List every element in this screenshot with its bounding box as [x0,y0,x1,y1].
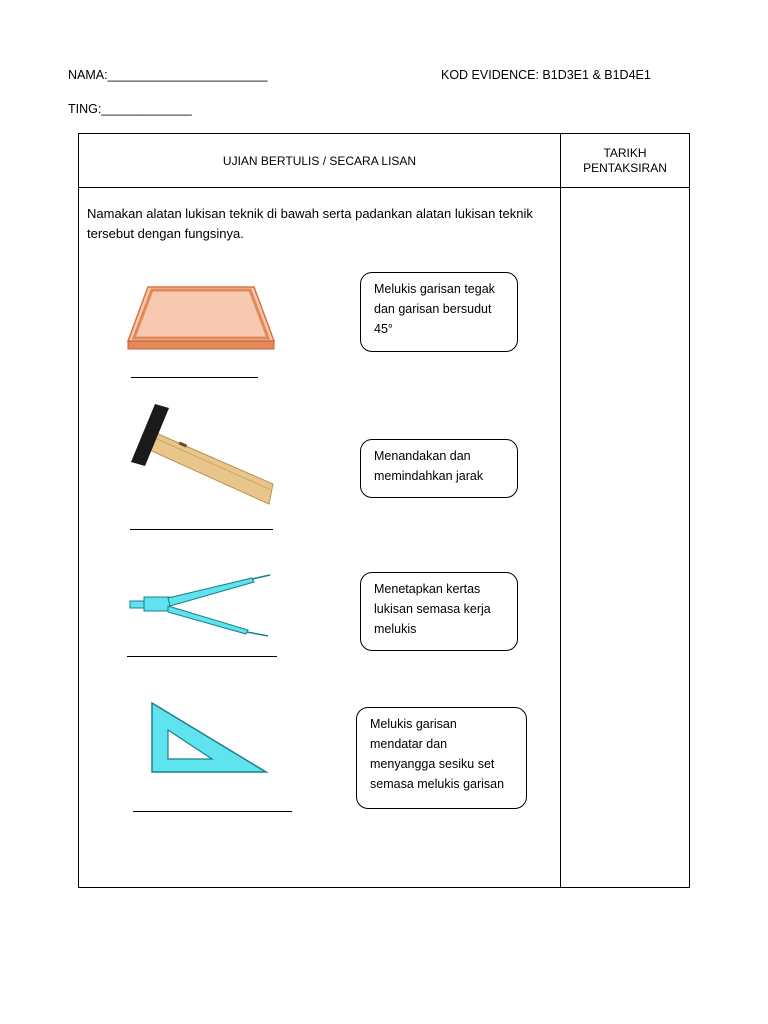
ting-field-label: TING:_____________ [68,102,192,116]
function-4-line-4: semasa melukis garisan [370,777,505,791]
answer-line-1[interactable] [131,377,258,378]
function-4-line-3: menyangga sesiku set [370,757,495,771]
function-2-line-2: memindahkan jarak [374,469,484,483]
function-3-line-3: melukis [374,622,417,636]
answer-line-3[interactable] [127,656,277,657]
function-4-line-1: Melukis garisan [370,717,457,731]
function-4-line-2: mendatar dan [370,737,448,751]
function-1-line-2: dan garisan bersudut [374,302,492,316]
drawing-board-icon [124,283,278,353]
answer-line-4[interactable] [133,811,292,812]
function-1-line-1: Melukis garisan tegak [374,282,495,296]
name-field-label: NAMA:_______________________ [68,68,268,82]
instruction-text: Namakan alatan lukisan teknik di bawah serta padankan alatan lukisan teknik tersebut dengan fungsinya. [87,206,533,241]
function-box-3[interactable] [360,572,518,651]
set-square-icon [148,700,270,776]
function-1-line-3: 45° [374,322,393,336]
column-header-date-line1: TARIKH [603,145,647,160]
column-header-test: UJIAN BERTULIS / SECARA LISAN [222,153,417,168]
function-box-2[interactable] [360,439,518,498]
function-box-4[interactable] [356,707,527,809]
function-2-line-1: Menandakan dan [374,449,471,463]
compass-divider-icon [128,572,274,640]
column-header-date [561,134,689,187]
header-divider [79,187,689,188]
column-divider [560,134,561,887]
function-box-1[interactable] [360,272,518,352]
function-3-line-2: lukisan semasa kerja [374,602,491,616]
t-square-icon [125,400,285,512]
answer-line-2[interactable] [130,529,273,530]
column-header-date-line2: PENTAKSIRAN [583,160,667,175]
function-3-line-1: Menetapkan kertas [374,582,481,596]
kod-evidence-label: KOD EVIDENCE: B1D3E1 & B1D4E1 [441,68,651,82]
